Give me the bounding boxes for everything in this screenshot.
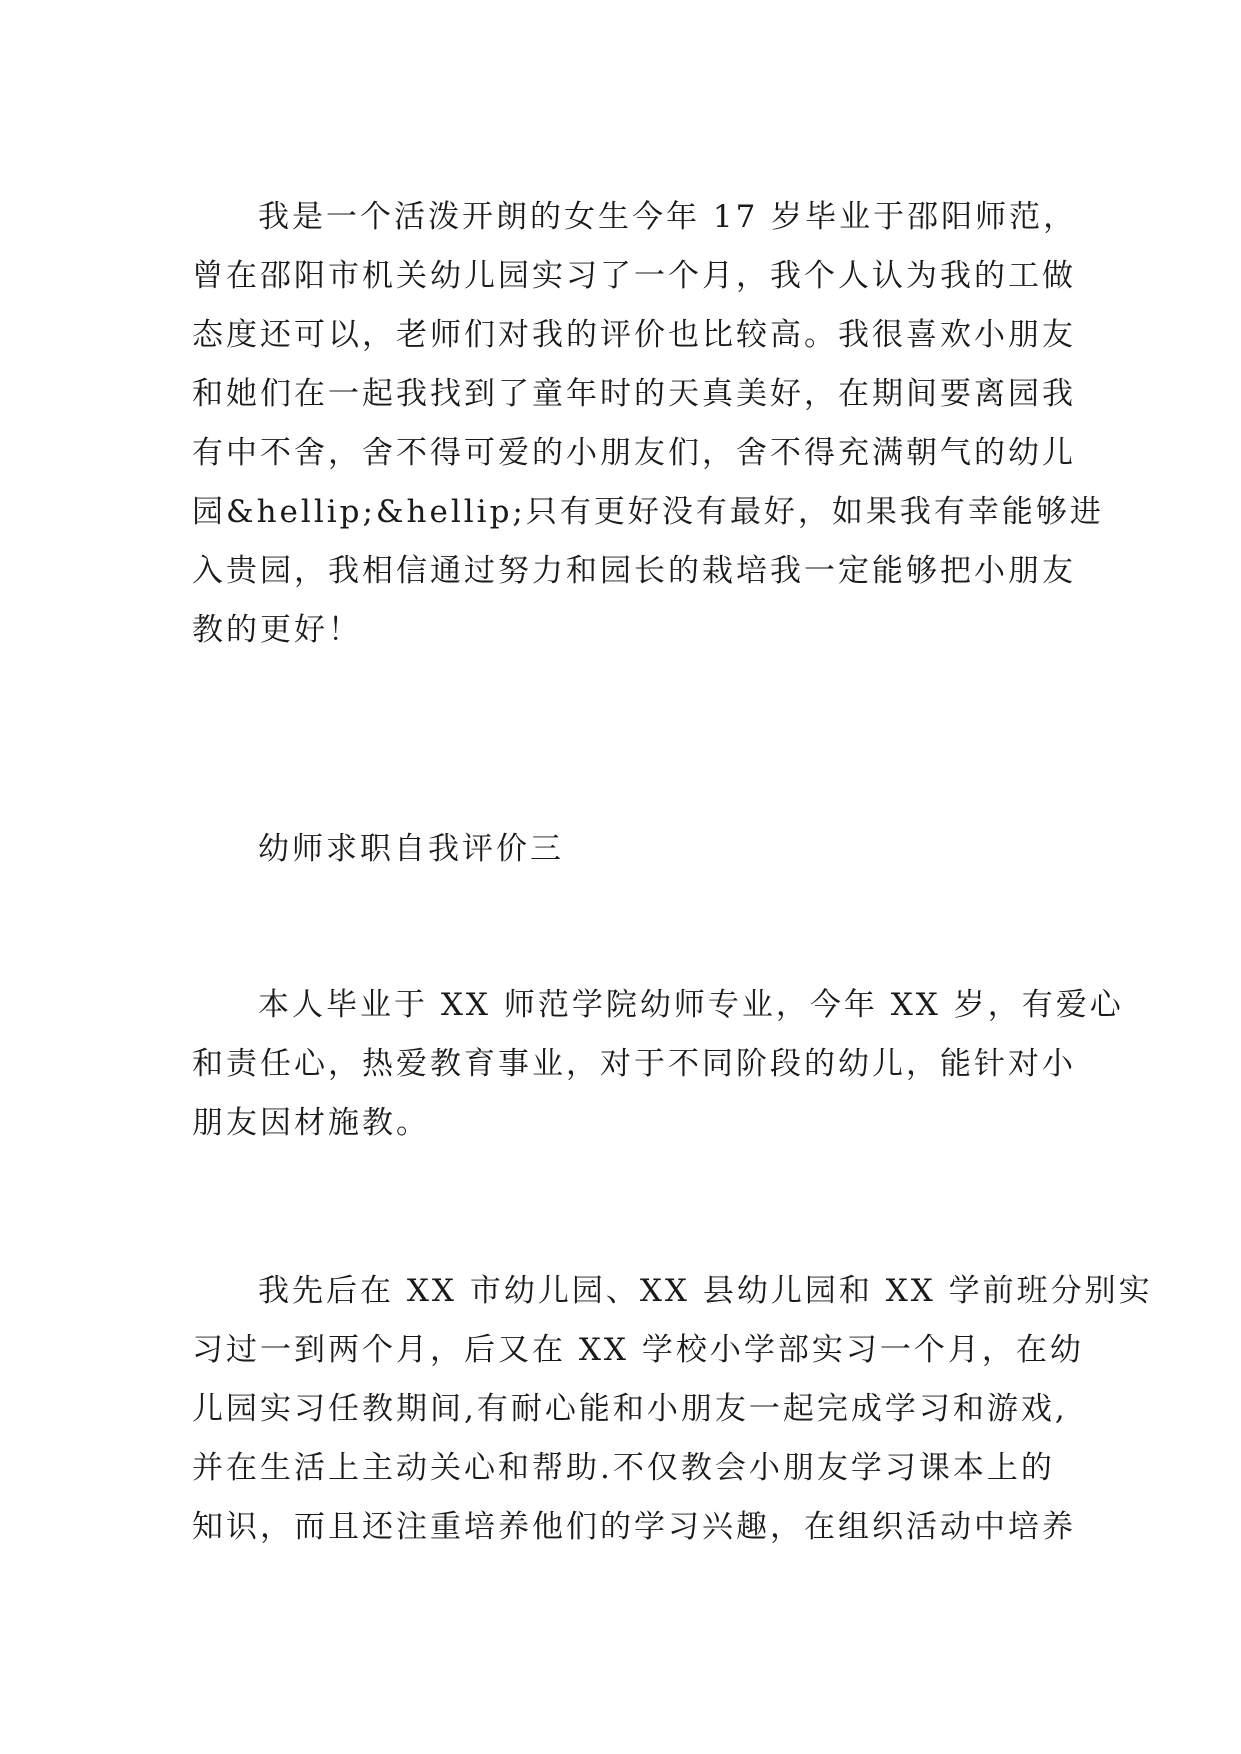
paragraph-line: 朋友因材施教。 <box>192 1105 430 1141</box>
paragraph-line: 有中不舍，舍不得可爱的小朋友们，舍不得充满朝气的幼儿 <box>192 435 1076 471</box>
paragraph-line: 和她们在一起我找到了童年时的天真美好，在期间要离园我 <box>192 376 1076 412</box>
paragraph-1 <box>192 188 1104 660</box>
paragraph-line: 本人毕业于 XX 师范学院幼师专业，今年 XX 岁，有爱心 <box>258 987 1124 1023</box>
paragraph-line: 教的更好！ <box>192 612 362 648</box>
paragraph-line: 曾在邵阳市机关幼儿园实习了一个月，我个人认为我的工做 <box>192 258 1076 294</box>
paragraph-line: 态度还可以，老师们对我的评价也比较高。我很喜欢小朋友 <box>192 317 1076 353</box>
section-heading: 幼师求职自我评价三 <box>258 831 564 867</box>
paragraph-line: 并在生活上主动关心和帮助.不仅教会小朋友学习课本上的 <box>192 1450 1055 1486</box>
paragraph-line: 我先后在 XX 市幼儿园、XX 县幼儿园和 XX 学前班分别实 <box>258 1273 1153 1309</box>
paragraph-line: 园&hellip;&hellip;只有更好没有最好，如果我有幸能够进 <box>192 494 1104 530</box>
paragraph-line: 儿园实习任教期间,有耐心能和小朋友一起完成学习和游戏, <box>192 1391 1068 1427</box>
paragraph-line: 入贵园，我相信通过努力和园长的栽培我一定能够把小朋友 <box>192 553 1076 589</box>
paragraph-line: 知识，而且还注重培养他们的学习兴趣，在组织活动中培养 <box>192 1509 1076 1545</box>
paragraph-3 <box>192 1262 1153 1557</box>
paragraph-line: 和责任心，热爱教育事业，对于不同阶段的幼儿，能针对小 <box>192 1046 1076 1082</box>
paragraph-2 <box>192 976 1124 1153</box>
paragraph-line: 我是一个活泼开朗的女生今年 17 岁毕业于邵阳师范， <box>258 199 1078 235</box>
paragraph-line: 习过一到两个月，后又在 XX 学校小学部实习一个月，在幼 <box>192 1332 1084 1368</box>
